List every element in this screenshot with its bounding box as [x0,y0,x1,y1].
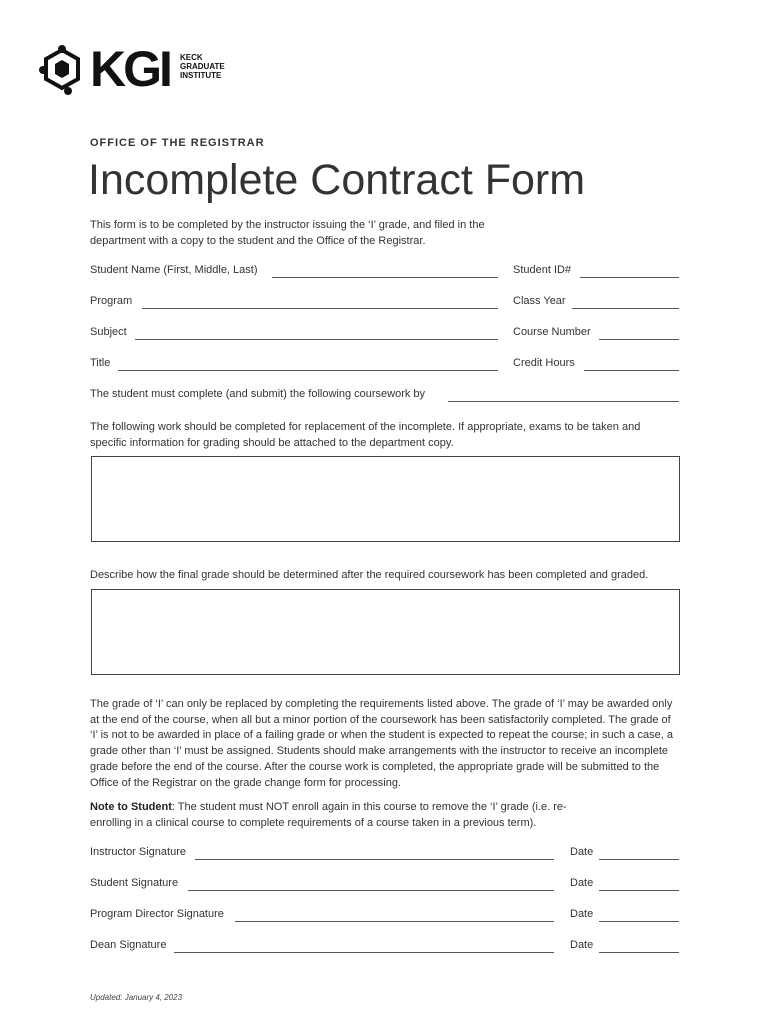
title-line[interactable] [118,370,498,371]
credit-hours-label: Credit Hours [513,357,575,369]
work-description-box[interactable] [91,456,680,542]
updated-date: Updated: January 4, 2023 [90,993,183,1002]
dean-signature-field[interactable] [90,939,554,955]
instructor-signature-label: Instructor Signature [90,846,186,858]
student-name-line[interactable] [272,277,498,278]
subject-label: Subject [90,326,127,338]
program-label: Program [90,295,133,307]
note-label: Note to Student [90,801,172,813]
course-number-line[interactable] [599,339,679,340]
grade-description-box[interactable] [91,589,680,675]
kgi-logo [38,41,238,97]
dean-signature-line[interactable] [174,952,554,953]
hexagon-molecule-icon [38,44,86,96]
work-instructions: The following work should be completed for replacement of the incomplete. If appropriate, exams to be taken and specific information for grading should be attached to the department copy. [90,421,641,449]
grade-instructions: Describe how the final grade should be determined after the required coursework has been completed and graded. [90,569,649,581]
coursework-deadline-field[interactable] [90,388,679,404]
program-field[interactable] [90,295,498,311]
logo-sub-line: GRADUATE [180,62,225,71]
student-id-field[interactable] [513,264,679,280]
class-year-field[interactable] [513,295,679,311]
note-text: : The student must NOT enroll again in this course to remove the ‘I’ grade (i.e. re-enrolling in a clinical course to complete requirements of a course taken in a previous term). [90,801,567,829]
student-date-line[interactable] [599,890,679,891]
instructor-signature-line[interactable] [195,859,554,860]
intro-text: This form is to be completed by the instructor issuing the ‘I’ grade, and filed in the department with a copy to the student and the Office of the Registrar. [90,219,485,247]
title-field[interactable] [90,357,498,373]
director-signature-line[interactable] [235,921,554,922]
student-name-label: Student Name (First, Middle, Last) [90,264,258,276]
dean-signature-label: Dean Signature [90,939,167,951]
program-line[interactable] [142,308,498,309]
student-name-field[interactable] [90,264,498,280]
date-label: Date [570,846,594,858]
course-number-field[interactable] [513,326,679,342]
student-id-line[interactable] [580,277,679,278]
logo-sub-line: INSTITUTE [180,71,222,80]
director-date-field[interactable] [570,908,679,924]
policy-text: The grade of ‘I’ can only be replaced by completing the requirements listed above. The grade of ‘I’ may be awarded only at the end of the course, when all but a minor portion of the coursework has been satisfactorily completed. The grade of ‘I’ is not to be awarded in place of a failing grade or when the student is expected to repeat the course; in such a case, a grade other than ‘I’ must be assigned. Students should make arrangements with the instructor to receive an incomplete grade before the end of the course. After the course work is completed, the appropriate grade will be submitted to the Office of the Registrar on the grade change form for processing. [90,698,673,789]
date-label: Date [570,939,594,951]
title-label: Title [90,357,111,369]
director-date-line[interactable] [599,921,679,922]
student-id-label: Student ID# [513,264,572,276]
dean-date-line[interactable] [599,952,679,953]
subject-line[interactable] [135,339,498,340]
logo-sub-line: KECK [180,53,203,62]
date-label: Date [570,908,594,920]
logo-subtitle [180,53,225,80]
instructor-date-field[interactable] [570,846,679,862]
student-date-field[interactable] [570,877,679,893]
course-number-label: Course Number [513,326,591,338]
page-title: Incomplete Contract Form [88,156,586,204]
dean-date-field[interactable] [570,939,679,955]
student-signature-field[interactable] [90,877,554,893]
director-signature-label: Program Director Signature [90,908,224,920]
note-to-student [90,799,590,831]
coursework-deadline-label: The student must complete (and submit) the following coursework by [90,388,426,400]
coursework-deadline-line[interactable] [448,401,679,402]
class-year-line[interactable] [572,308,679,309]
office-heading: OFFICE OF THE REGISTRAR [90,137,265,149]
instructor-signature-field[interactable] [90,846,554,862]
date-label: Date [570,877,594,889]
credit-hours-field[interactable] [513,357,679,373]
student-signature-label: Student Signature [90,877,179,889]
student-signature-line[interactable] [188,890,554,891]
credit-hours-line[interactable] [584,370,679,371]
director-signature-field[interactable] [90,908,554,924]
class-year-label: Class Year [513,295,566,307]
subject-field[interactable] [90,326,498,342]
instructor-date-line[interactable] [599,859,679,860]
logo-wordmark: KGI [90,41,170,97]
